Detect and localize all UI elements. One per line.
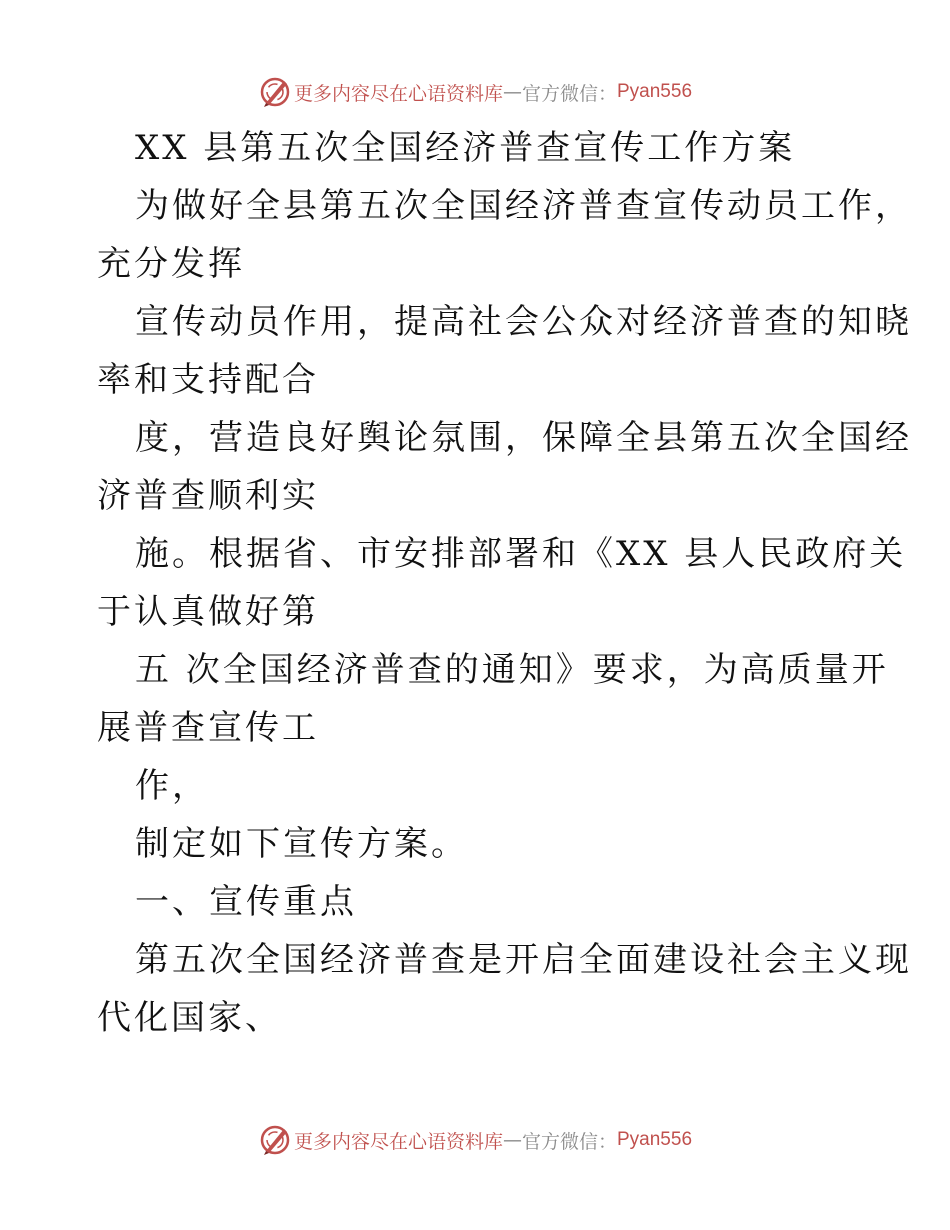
paragraph-line: 作， [135, 766, 209, 806]
watermark-label: 官方微信： [521, 1130, 617, 1153]
paragraph-line: 于认真做好第 [97, 592, 319, 632]
paragraph-line: 五 次全国经济普查的通知》要求，为高质量开 [135, 650, 889, 690]
paragraph-line: 率和支持配合 [97, 360, 319, 400]
watermark-label: 官方微信： [521, 82, 617, 105]
paragraph-line: 施。根据省、市安排部署和《XX 县人民政府关 [135, 534, 907, 574]
paragraph-line: 为做好全县第五次全国经济普查宣传动员工作， [135, 186, 912, 226]
section-heading: 一、宣传重点 [135, 882, 357, 922]
paragraph-line: 济普查顺利实 [97, 476, 319, 516]
watermark-dash: — [502, 81, 522, 103]
watermark-dash: — [502, 1129, 522, 1151]
document-title: XX 县第五次全国经济普查宣传工作方案 [135, 128, 796, 168]
paragraph-line: 宣传动员作用，提高社会公众对经济普查的知晓 [135, 302, 912, 342]
watermark-main-text: 更多内容尽在心语资料库 [293, 82, 503, 105]
watermark-wechat-id: Pyan556 [617, 81, 693, 102]
pen-logo-icon [258, 1123, 292, 1157]
paragraph-line: 展普查宣传工 [97, 708, 319, 748]
paragraph-line: 制定如下宣传方案。 [135, 824, 468, 864]
watermark-wechat-id: Pyan556 [617, 1129, 693, 1150]
paragraph-line: 第五次全国经济普查是开启全面建设社会主义现 [135, 940, 912, 980]
paragraph-line: 度，营造良好舆论氛围，保障全县第五次全国经 [135, 418, 912, 458]
paragraph-line: 代化国家、 [97, 998, 282, 1038]
footer-watermark [0, 1120, 950, 1160]
paragraph-line: 充分发挥 [97, 244, 245, 284]
watermark-main-text: 更多内容尽在心语资料库 [293, 1130, 503, 1153]
